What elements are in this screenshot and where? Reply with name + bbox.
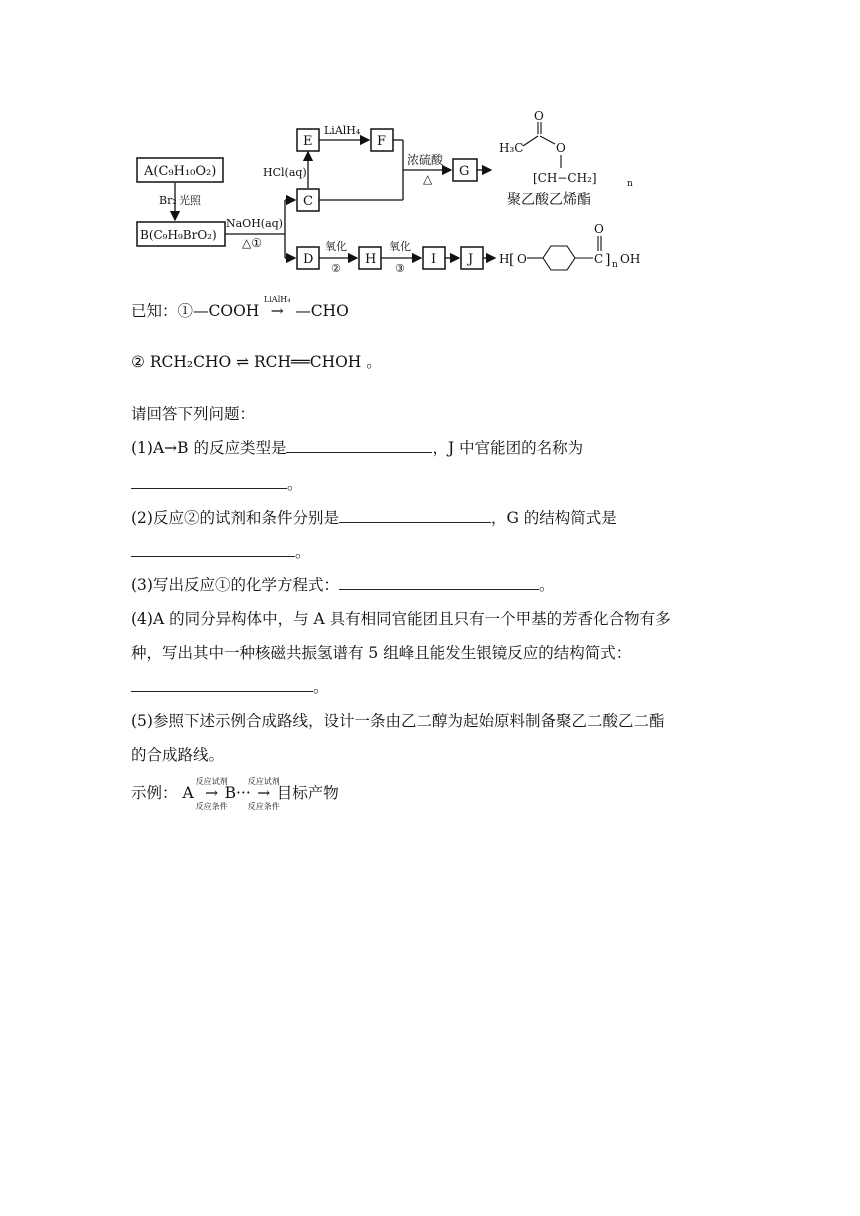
example-label: 示例： xyxy=(131,784,178,802)
example-arrow-1 xyxy=(195,777,228,811)
known-r1-product: —CHO xyxy=(295,302,349,320)
example-target: 目标产物 xyxy=(276,784,339,802)
question-1-end: 。 xyxy=(287,475,303,493)
example-condition-1: 反应条件 xyxy=(195,802,228,811)
lialh4-arrow xyxy=(264,295,291,322)
pvac-n: n xyxy=(627,179,633,189)
step-ab-reagent: Br₂ xyxy=(159,194,177,207)
example-condition-2: 反应条件 xyxy=(247,802,280,811)
question-1 xyxy=(131,437,583,459)
oxidation-2-number: ② xyxy=(331,262,341,275)
answer-blank[interactable] xyxy=(286,438,432,453)
polyester-open-bracket: [ xyxy=(509,252,515,268)
answer-blank[interactable] xyxy=(131,474,287,489)
reaction-scheme xyxy=(125,100,665,280)
answer-blank[interactable] xyxy=(131,677,313,692)
known-r1-reactant: ①—COOH xyxy=(177,302,260,320)
polyester-c: C xyxy=(594,252,604,266)
question-2-text-a: (2)反应②的试剂和条件分别是 xyxy=(131,509,339,527)
polyester-carbonyl-o: O xyxy=(594,222,604,236)
question-5: (5)参照下述示例合成路线，设计一条由乙二醇为起始原料制备聚乙二酸乙二酯 xyxy=(131,712,665,730)
question-3-text: (3)写出反应①的化学方程式： xyxy=(131,576,339,594)
answer-blank[interactable] xyxy=(339,508,491,523)
known-reaction-2: ② RCH₂CHO ⇌ RCH══CHOH 。 xyxy=(131,353,382,371)
question-2-text-b: ，G 的结构简式是 xyxy=(490,509,617,527)
heat-label: △ xyxy=(423,172,433,186)
example-route xyxy=(131,777,339,811)
compound-h: H xyxy=(365,252,377,267)
question-3 xyxy=(131,574,554,596)
pvac-h3c: H₃C xyxy=(499,141,524,155)
question-4: (4)A 的同分异构体中，与 A 具有相同官能团且只有一个甲基的芳香化合物有多 xyxy=(131,610,671,628)
hcl-label: HCl(aq) xyxy=(263,166,307,179)
question-5-line-2: 的合成路线。 xyxy=(131,746,225,764)
compound-c: C xyxy=(303,194,313,209)
example-a: A xyxy=(182,784,194,802)
questions-intro: 请回答下列问题： xyxy=(131,405,256,423)
reaction-arrow-icon: → xyxy=(257,784,271,802)
compound-d: D xyxy=(303,252,314,267)
example-b: B··· xyxy=(224,784,251,802)
benzene-ring xyxy=(543,246,575,270)
question-4-end: 。 xyxy=(313,678,329,696)
reaction-arrow-icon: → xyxy=(205,784,219,802)
pvac-carbonyl-o: O xyxy=(534,109,544,123)
oxidation-2-label: 氧化 xyxy=(325,240,347,253)
pvac-ester-o: O xyxy=(556,141,566,155)
polyester-n: n xyxy=(612,260,618,270)
question-2 xyxy=(131,507,617,529)
polyester-oh: OH xyxy=(620,252,641,266)
polyester-close-bracket: ] xyxy=(605,252,611,268)
example-reagent-2: 反应试剂 xyxy=(247,777,280,786)
oxidation-3-number: ③ xyxy=(395,262,405,275)
question-1-text-a: (1)A→B 的反应类型是 xyxy=(131,439,287,457)
example-arrow-2 xyxy=(247,777,280,811)
question-3-end: 。 xyxy=(538,576,555,594)
polymer-name: 聚乙酸乙烯酯 xyxy=(507,192,591,208)
question-4-line-3 xyxy=(131,676,329,698)
step-b-condition: △① xyxy=(242,236,262,250)
compound-j: J xyxy=(468,252,474,267)
compound-a: A(C₉H₁₀O₂) xyxy=(144,164,217,179)
conc-acid-label: 浓硫酸 xyxy=(407,153,444,167)
compound-b: B(C₉H₉BrO₂) xyxy=(140,228,217,242)
compound-f: F xyxy=(377,134,387,149)
example-reagent-1: 反应试剂 xyxy=(195,777,228,786)
lialh4-label: LiAlH₄ xyxy=(324,124,361,137)
polyester-h: H xyxy=(499,252,510,266)
oxidation-3-label: 氧化 xyxy=(389,240,411,253)
step-ab-condition: 光照 xyxy=(179,194,201,207)
question-1-text-b: ，J 中官能团的名称为 xyxy=(432,439,584,457)
question-4-line-2: 种，写出其中一种核磁共振氢谱有 5 组峰且能发生银镜反应的结构简式： xyxy=(131,644,632,662)
answer-blank[interactable] xyxy=(339,575,539,590)
compound-e: E xyxy=(303,134,313,149)
known-label: 已知： xyxy=(131,302,178,320)
compound-g: G xyxy=(459,164,470,179)
question-1-line-2 xyxy=(131,473,303,495)
lialh4-arrow-reagent: LiAlH₄ xyxy=(264,295,291,304)
pvac-chain: [CH−CH₂] xyxy=(533,171,597,185)
known-reaction-1 xyxy=(131,295,349,322)
reaction-arrow-icon: → xyxy=(270,302,284,320)
polyester-o: O xyxy=(517,252,527,266)
question-2-end: 。 xyxy=(295,543,311,561)
answer-blank[interactable] xyxy=(131,542,295,557)
question-2-line-2 xyxy=(131,541,311,563)
step-b-reagent: NaOH(aq) xyxy=(226,217,283,230)
compound-i: I xyxy=(431,252,437,267)
